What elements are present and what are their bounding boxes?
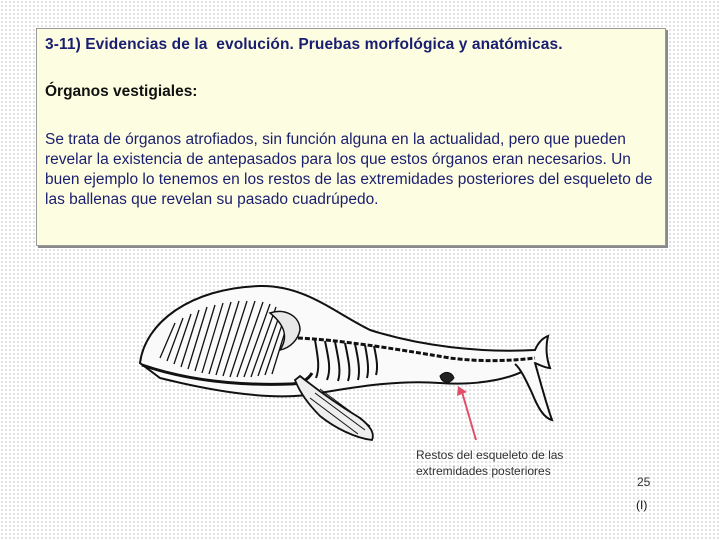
subheading: Órganos vestigiales: [45, 83, 198, 100]
caption-line-2: extremidades posteriores [416, 464, 551, 478]
page-mark: (I) [636, 498, 648, 512]
text-box [36, 28, 666, 246]
whale-skeleton-illustration [120, 268, 560, 448]
slide-title: 3-11) Evidencias de la evolución. Pruebas morfológica y anatómicas. [45, 36, 563, 53]
vestigial-hind-limb [440, 372, 454, 382]
figure-caption [416, 447, 616, 479]
caption-line-1: Restos del esqueleto de las [416, 448, 564, 462]
body-paragraph: Se trata de órganos atrofiados, sin función alguna en la actualidad, pero que pueden revelar la existencia de antepasados para los que estos órganos eran necesarios. Un buen ejemplo lo tenemos en los restos de las extremidades posteriores del esqueleto de las ballenas que revelan su pasado cuadrúpedo. [45, 131, 653, 208]
page-number: 25 [637, 475, 651, 489]
pointer-arrow [462, 392, 476, 440]
whale-tail-fluke [515, 363, 552, 420]
